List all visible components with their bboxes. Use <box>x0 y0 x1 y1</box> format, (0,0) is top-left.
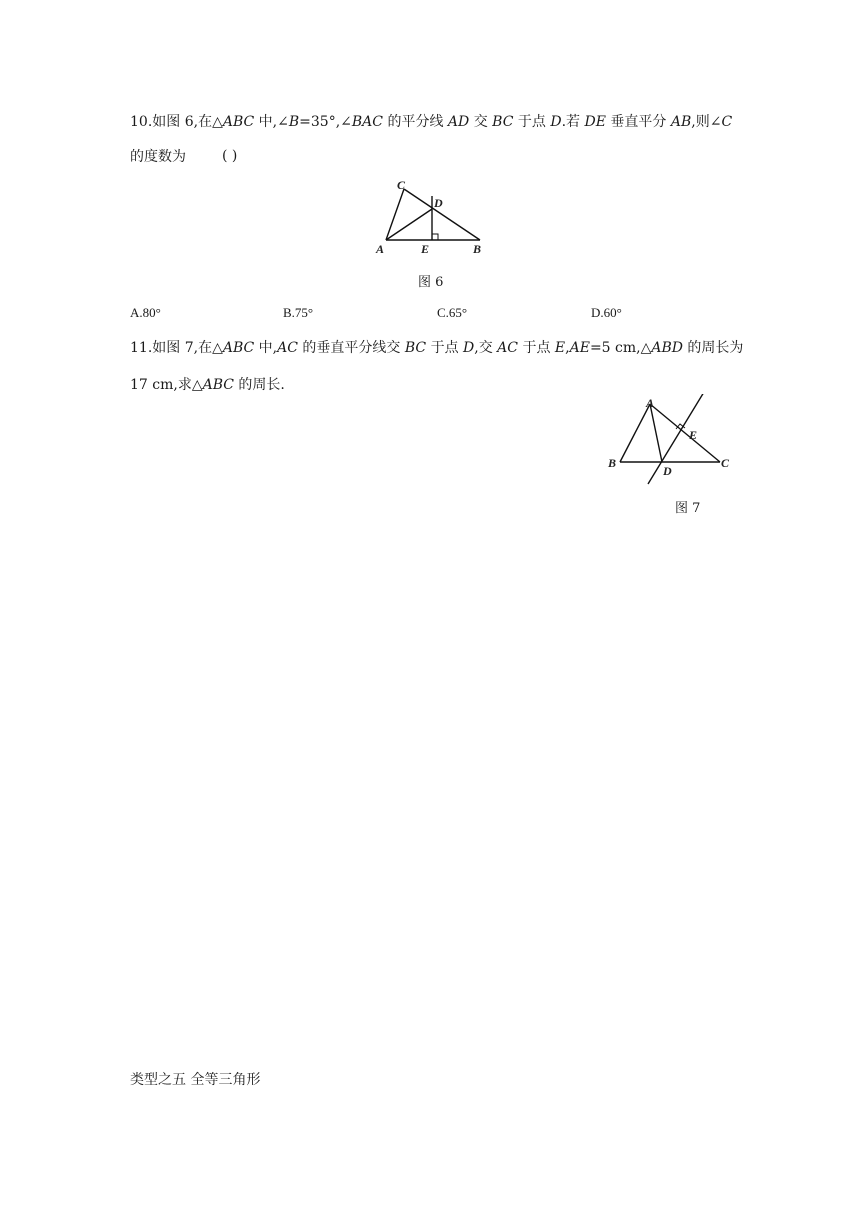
figure-7 <box>604 394 740 494</box>
q10-line1: 10.如图 6,在△ABC 中,∠B=35°,∠BAC 的平分线 AD 交 BC 于点 D.若 DE 垂直平分 AB,则∠C <box>130 114 733 130</box>
option-d: D.60° <box>591 305 622 320</box>
label-e: E <box>689 428 698 442</box>
q10-line2: 的度数为 <box>130 149 186 165</box>
section-title: 类型之五 全等三角形 <box>130 1072 261 1088</box>
right-angle-mark <box>432 234 438 240</box>
option-b: B.75° <box>283 305 314 320</box>
option-a: A.80° <box>130 305 161 320</box>
figure-7-caption: 图 7 <box>675 501 701 516</box>
segment-ad <box>386 209 432 240</box>
label-b: B <box>473 242 482 256</box>
figure-6-caption: 图 6 <box>418 275 444 290</box>
segment-ab <box>620 404 650 462</box>
label-d: D <box>434 196 443 210</box>
label-b: B <box>608 456 617 470</box>
q10-number: 10. <box>130 114 153 130</box>
q11-number: 11. <box>130 340 153 356</box>
label-a: A <box>646 396 655 410</box>
label-e: E <box>421 242 430 256</box>
q11-line1: 11.如图 7,在△ABC 中,AC 的垂直平分线交 BC 于点 D,交 AC 于点 E,AE=5 cm,△ABD 的周长为 <box>130 340 744 356</box>
label-c: C <box>397 178 406 192</box>
answer-blank: ( ) <box>222 148 238 164</box>
option-c: C.65° <box>437 305 468 320</box>
q11-line2: 17 cm,求△ABC 的周长. <box>130 377 285 393</box>
label-c: C <box>721 456 730 470</box>
figure-6 <box>370 176 500 260</box>
label-d: D <box>663 464 672 478</box>
segment-ac <box>386 189 404 240</box>
label-a: A <box>376 242 385 256</box>
